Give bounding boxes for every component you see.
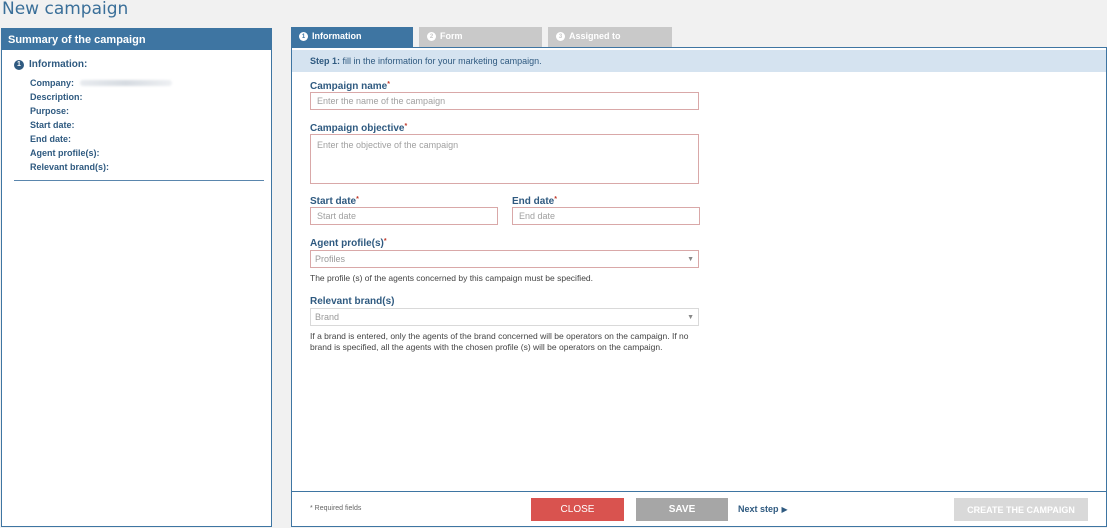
summary-section-title [14,59,271,70]
number-1-icon: 1 [14,60,24,70]
number-2-icon: 2 [427,32,436,41]
close-button[interactable]: CLOSE [531,498,624,521]
campaign-objective-label [310,123,407,134]
summary-divider [14,180,264,181]
campaign-name-input[interactable] [310,92,699,110]
start-date-label-text: Start date [310,196,357,207]
end-date-placeholder: End date [519,211,556,221]
required-marker: * [356,196,359,203]
redacted-value [80,80,172,86]
next-step-label: Next step [738,504,779,514]
summary-field-label: Purpose: [30,106,70,116]
main-panel [291,47,1107,527]
summary-field-agent-profiles [30,146,271,160]
summary-section-label: Information: [29,59,88,70]
summary-field-end-date [30,132,271,146]
number-1-icon: 1 [299,32,308,41]
required-marker: * [387,81,390,88]
required-marker: * [554,196,557,203]
required-fields-note: * Required fields [310,505,362,512]
summary-field-purpose [30,104,271,118]
agent-profiles-value: Profiles [315,254,346,264]
tab-label: Information [312,31,362,41]
campaign-objective-textarea[interactable] [310,134,699,184]
summary-field-label: Relevant brand(s): [30,162,110,172]
campaign-name-placeholder: Enter the name of the campaign [317,96,446,106]
tab-information[interactable] [291,27,413,48]
start-date-input[interactable] [310,207,498,225]
agent-profiles-help: The profile (s) of the agents concerned by this campaign must be specified. [310,273,594,283]
summary-field-label: End date: [30,134,72,144]
campaign-name-label-text: Campaign name [310,81,388,92]
summary-field-label: Agent profile(s): [30,148,100,158]
next-step-link[interactable] [738,504,788,514]
triangle-right-icon: ▶ [781,504,788,514]
save-button[interactable]: SAVE [636,498,728,521]
agent-profiles-select[interactable] [310,250,699,268]
summary-field-label: Description: [30,92,83,102]
footer-divider [292,491,1106,492]
summary-field-label: Start date: [30,120,75,130]
step-banner [292,50,1106,72]
summary-field-description [30,90,271,104]
caret-down-icon: ▼ [687,255,694,263]
summary-field-label: Company: [30,78,75,88]
summary-field-relevant-brands [30,160,271,174]
number-3-icon: 3 [556,32,565,41]
start-date-placeholder: Start date [317,211,357,221]
relevant-brands-select[interactable] [310,308,699,326]
summary-field-start-date [30,118,271,132]
summary-header: Summary of the campaign [2,29,271,50]
step-text: fill in the information for your marketing campaign. [340,56,542,66]
end-date-input[interactable] [512,207,700,225]
tab-label: Assigned to [569,31,621,41]
tab-form[interactable] [419,27,542,48]
summary-field-company [30,76,271,90]
required-marker: * [404,123,408,130]
agent-profiles-label-text: Agent profile(s) [310,238,384,249]
end-date-label [512,196,557,207]
start-date-label [310,196,359,207]
required-marker: * [383,238,387,245]
summary-body [2,50,271,174]
tab-assigned-to[interactable] [548,27,672,48]
summary-fields [30,76,271,174]
relevant-brands-help: If a brand is entered, only the agents of the brand concerned will be operators on the campaign. If no brand is specified, all the agents with the chosen profile (s) will be operators on the campaign. [310,331,689,352]
campaign-name-label [310,81,390,92]
relevant-brands-value: Brand [315,312,340,322]
create-campaign-button[interactable]: CREATE THE CAMPAIGN [954,498,1088,521]
step-prefix: Step 1: [310,56,341,66]
agent-profiles-label [310,238,387,249]
page-title: New campaign [2,0,129,19]
tab-label: Form [440,31,463,41]
campaign-objective-label-text: Campaign objective [310,123,405,134]
campaign-objective-placeholder: Enter the objective of the campaign [317,140,459,150]
summary-panel [1,28,272,527]
caret-down-icon: ▼ [687,313,694,321]
relevant-brands-label: Relevant brand(s) [310,296,395,307]
end-date-label-text: End date [512,196,555,207]
